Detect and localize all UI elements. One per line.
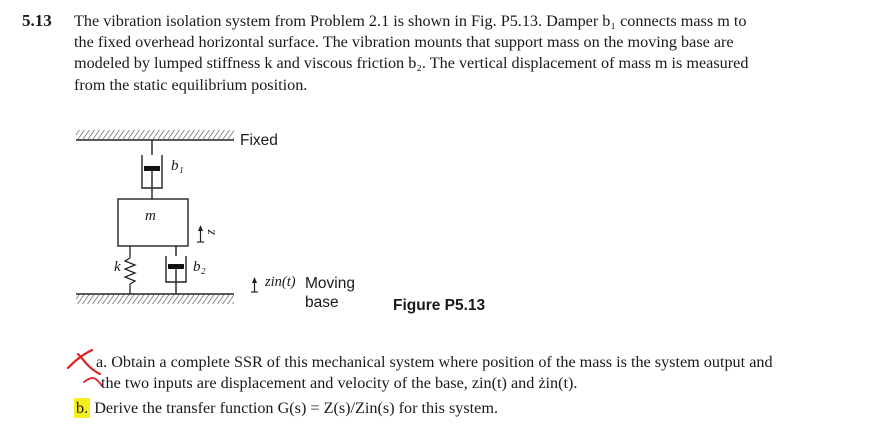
part-b: [74, 398, 498, 419]
problem-number: 5.13: [22, 11, 52, 30]
fixed-label: Fixed: [240, 132, 278, 149]
part-a-line2: the two inputs are displacement and velocity of the base, zin(t) and żin(t).: [101, 374, 578, 393]
zin-label: zin(t): [265, 274, 296, 290]
mass-label: m: [145, 208, 156, 224]
problem-line-2: the fixed overhead horizontal surface. The vibration mounts that support mass on the moving base are: [74, 33, 734, 52]
part-b-marker: b.: [76, 399, 89, 417]
spring-k: [125, 246, 135, 294]
problem-line-3: modeled by lumped stiffness k and viscous friction b₂. The vertical displacement of mass m is measured: [74, 54, 749, 73]
part-a-line1: [80, 352, 773, 373]
damper-b1: [142, 140, 162, 199]
part-b-text: Derive the transfer function G(s) = Z(s)/Zin(s) for this system.: [94, 399, 499, 417]
part-a: [80, 352, 773, 394]
zin-arrow-icon: [251, 277, 258, 292]
moving-label-line1: Moving: [305, 275, 355, 292]
moving-label-line2: base: [305, 294, 339, 311]
z-label: z: [203, 229, 219, 235]
figure-caption: Figure P5.13: [393, 297, 486, 314]
b1-label: b₁: [171, 158, 184, 174]
moving-base-label: [305, 274, 355, 312]
damper-b2: [166, 246, 186, 294]
problem-line-4: from the static equilibrium position.: [74, 75, 308, 94]
fixed-surface: [76, 130, 234, 140]
part-a-text-1: Obtain a complete SSR of this mechanical system where position of the mass is the system output and: [111, 353, 773, 371]
problem-line-1: The vibration isolation system from Problem 2.1 is shown in Fig. P5.13. Damper b₁ connects mass m to: [74, 12, 747, 30]
moving-base: [76, 294, 234, 304]
k-label: k: [114, 259, 121, 275]
b2-label: b₂: [193, 259, 206, 275]
part-a-marker: a.: [96, 353, 108, 371]
